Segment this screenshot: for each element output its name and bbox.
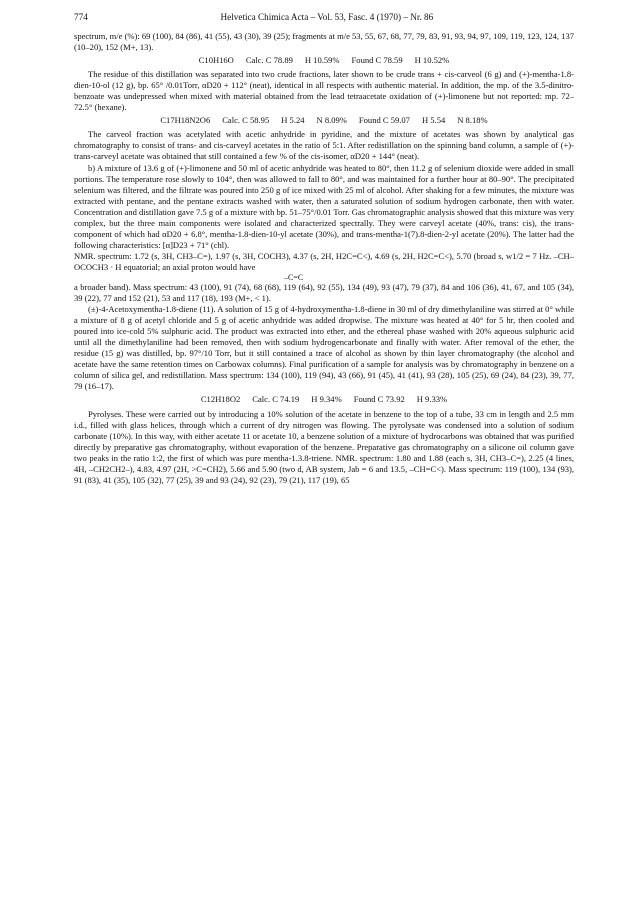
elemental-analysis xyxy=(74,115,574,126)
analysis-value: Found C 59.07 xyxy=(358,115,410,126)
analysis-value: H 9.34% xyxy=(311,394,342,405)
page-header xyxy=(74,12,574,24)
paragraph: (±)-4-Acetoxymentha-1.8-diene (11). A solution of 15 g of 4-hydroxymentha-1.8-diene in 30 ml of dry dimethylaniline was stirred at 0° while a mixture of 8 g of acetyl chloride and 5 g of acetic anhydride was added dropwise. The mixture was heated at 40° for 5 hr, then cooled and poured into ice-cold 5% sulphuric acid. The product was extracted into ether, and the ethereal phase washed with 20% aqueous sulphuric acid until all the dimethylaniline had been removed, then with sodium hydrogencarbonate and finally with water. After removal of the ether, the residue (15 g) was distilled, bp. 97°/10 Torr, but it still contained a trace of alcohol as shown by thin layer chromatography (the alcohol and acetate have the same retention times on Carbowax columns). Final purification of a sample for analysis was by chromatography in benzene on a column of silica gel, and redistillation. Mass spectrum: 134 (100), 119 (94), 43 (66), 91 (45), 41 (41), 93 (28), 105 (25), 69 (24), 84 (23), 39, 77, 79 (16–17). xyxy=(74,304,574,392)
analysis-value: H 10.59% xyxy=(304,55,340,66)
article-body xyxy=(74,31,574,486)
page-number: 774 xyxy=(74,12,88,22)
paragraph: a broader band). Mass spectrum: 43 (100), 91 (74), 68 (68), 119 (64), 92 (55), 134 (49), 93 (47), 79 (37), 84 and 106 (36), 41, 67, and 105 (34), 39 (22), 77 and 152 (21), 53 and 117 (18), 193 (M+, < 1). xyxy=(74,281,574,304)
paragraph: NMR. spectrum: 1.72 (s, 3H, CH3–C=), 1.97 (s, 3H, COCH3), 4.37 (s, 2H, H2C=C<), 4.69 (s, 2H, H2C=C<), 5.70 (broad s, w1/2 = 7 Hz. –CH–OCOCH3 · H equatorial; an axial proton would have xyxy=(74,250,574,272)
analysis-value: Found C 78.59 xyxy=(351,55,403,66)
journal-running-head: Helvetica Chimica Acta – Vol. 53, Fasc. 4 (1970) – Nr. 86 xyxy=(220,12,434,22)
paragraph: spectrum, m/e (%): 69 (100), 84 (86), 41 (55), 43 (30), 39 (25); fragments at m/e 53, 55, 67, 68, 77, 79, 83, 91, 93, 94, 97, 109, 119, 123, 124, 137 (10–20), 152 (M+, 13). xyxy=(74,31,574,53)
analysis-value: H 10.52% xyxy=(414,55,450,66)
analysis-value: Calc. C 78.89 xyxy=(245,55,293,66)
analysis-value: H 5.24 xyxy=(281,115,305,126)
analysis-value: C10H16O xyxy=(198,55,234,66)
analysis-value: N 8.18% xyxy=(457,115,488,126)
structure-fragment: –C=C xyxy=(284,272,304,282)
analysis-value: H 9.33% xyxy=(416,394,448,405)
analysis-value: C17H18N2O6 xyxy=(160,115,211,126)
paragraph: b) A mixture of 13.6 g of (+)-limonene and 50 ml of acetic anhydride was heated to 80°, then 11.2 g of selenium dioxide were added in small portions. The temperature rose slowly to 104°, then was allowed to fall to 80°, and was maintained for a further hour at 80–90°. The precipitated selenium was filtered, and the filtrate was poured into 250 g of ice mixed with 25 ml of alcohol. After shaking for a few minutes, the mixture was extracted with pentane, and the pentane extracts washed with water, then a saturated solution of sodium hydrogen carbonate, then with water. Concentration and distillation gave 7.5 g of a mixture with bp. 51–75°/0.01 Torr. Gas chromatographic analysis showed that this mixture was very complex, but the three main components were isolated and characterized spectrally. They were carveyl acetate (40%, trans: cis), the trans-component of which had αD20 + 6.8°, mentha-1.8-dien-10-yl acetate (30%), and trans-mentha-1(7).8-dien-2-yl acetate (20%). The latter had the following characteristics: [α]D23 + 71° (chl). xyxy=(74,162,574,250)
analysis-value: Calc. C 58.95 xyxy=(222,115,270,126)
analysis-value: C12H18O2 xyxy=(200,394,241,405)
elemental-analysis xyxy=(74,55,574,66)
elemental-analysis xyxy=(74,394,574,405)
analysis-value: Calc. C 74.19 xyxy=(252,394,300,405)
paragraph: The residue of this distillation was separated into two crude fractions, later shown to be crude trans + cis-carveol (6 g) and (+)-mentha-1.8-dien-10-ol (12 g), bp. 65° /0.01Torr, αD20 + 112° (neat), identical in all respects with authentic material. In addition, the mp. of the 3.5-dinitro-benzoate was undepressed when mixed with material obtained from the lead tetraacetate oxidation of (+)-limonene but not reported: mp. 72–72.5° (hexane). xyxy=(74,69,574,113)
paragraph: The carveol fraction was acetylated with acetic anhydride in pyridine, and the mixture of acetates was shown by analytical gas chromatography to consist of trans- and cis-carveyl acetates in the ratio of 5:1. After redistillation on the spinning band column, a sample of (+)-trans-carveyl acetate was obtained that still contained a few % of the cis-isomer, αD20 + 144° (neat). xyxy=(74,129,574,162)
analysis-value: H 5.54 xyxy=(421,115,446,126)
analysis-value: N 8.09% xyxy=(316,115,347,126)
analysis-value: Found C 73.92 xyxy=(353,394,405,405)
paragraph: Pyrolyses. These were carried out by introducing a 10% solution of the acetate in benzene to the top of a tube, 33 cm in length and 2.5 mm i.d., filled with glass helices, through which a current of dry nitrogen was flowing. The pyrolysate was condensed into a solution of sodium carbonate (10%). In this way, with either acetate 11 or acetate 10, a benzene solution of a mixture of hydrocarbons was obtained that was purified directly by preparative gas chromatography, without evaporation of the benzene. Preparative gas chromatography on a silicone oil column gave two peaks in the ratio 1:2, the first of which was pure mentha-1.3.8-triene. NMR. spectrum: 1.80 and 1.88 (each s, 3H, CH3–C=), 2.25 (4 lines, 4H, –CH2CH2–), 4.83, 4.97 (2H, >C=CH2), 5.66 and 5.90 (two d, AB system, Jab = 6 and 13.5, –CH=C<). Mass spectrum: 119 (100), 134 (93), 91 (83), 41 (35), 105 (32), 77 (25), 39 and 93 (24), 92 (23), 79 (21), 117 (19), 65 xyxy=(74,408,574,485)
